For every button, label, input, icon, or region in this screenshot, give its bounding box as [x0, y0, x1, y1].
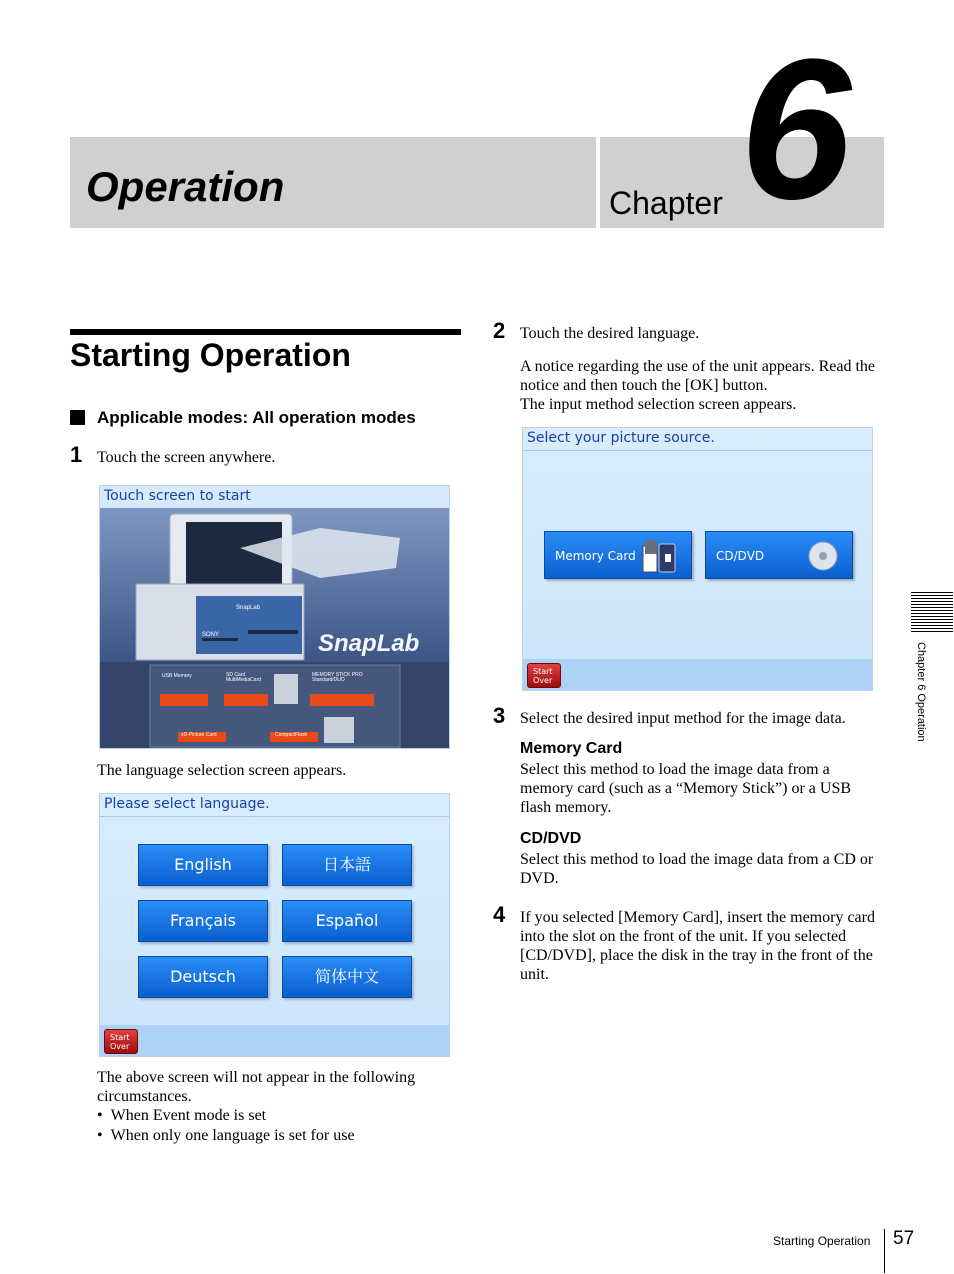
section-rule [70, 329, 461, 335]
applicable-modes: Applicable modes: All operation modes [97, 408, 416, 427]
chapter-label: Chapter [609, 185, 723, 221]
page-number: 57 [893, 1228, 915, 1249]
language-chinese-button[interactable]: 简体中文 [282, 956, 412, 998]
memory-card-button[interactable]: Memory Card [544, 531, 692, 579]
footer-divider [884, 1229, 885, 1273]
language-spanish-button[interactable]: Español [282, 900, 412, 942]
language-german-button[interactable]: Deutsch [138, 956, 268, 998]
language-french-button[interactable]: Français [138, 900, 268, 942]
chapter-title: Operation [86, 163, 285, 210]
language-japanese-button[interactable]: 日本語 [282, 844, 412, 886]
cd-dvd-button[interactable]: CD/DVD [705, 531, 853, 579]
step-text: If you selected [Memory Card], insert the memory card into the slot on the front of the unit. If you selected [CD/DVD], place the disk in the tray in the front of the unit. [520, 909, 875, 983]
bullet-item: • When only one language is set for use [97, 1127, 355, 1144]
screen-title: Select your picture source. [527, 430, 715, 446]
screen-title: Touch screen to start [104, 488, 251, 504]
footer-section: Starting Operation [773, 1234, 871, 1248]
step-text: Touch the desired language. [520, 325, 700, 342]
screen-title: Please select language. [104, 796, 270, 812]
step-number: 3 [493, 703, 506, 728]
language-english-button[interactable]: English [138, 844, 268, 886]
slot-sd: SD Card MultiMediaCard [226, 672, 262, 683]
method-heading: Memory Card [520, 740, 623, 757]
chapter-number: 6 [740, 18, 852, 241]
method-text: Select this method to load the image data from a memory card (such as a “Memory Stick”) or a USB flash memory. [520, 761, 852, 816]
section-title: Starting Operation [70, 337, 351, 373]
step2-notice: A notice regarding the use of the unit appears. Read the notice and then touch the [OK] button. [520, 358, 875, 394]
snaplab-logo: SnapLab [318, 630, 420, 657]
chapter-tab-marker [911, 592, 953, 634]
step-text: Select the desired input method for the image data. [520, 710, 846, 727]
step-number: 1 [70, 442, 83, 467]
method-heading: CD/DVD [520, 830, 582, 847]
step2-result: The input method selection screen appears. [520, 396, 797, 413]
disc-icon [808, 541, 838, 571]
chapter-tab-label: Chapter 6 Operation [915, 642, 927, 742]
step1-result: The language selection screen appears. [97, 762, 347, 779]
method-text: Select this method to load the image data from a CD or DVD. [520, 851, 874, 887]
slot-usb: USB Memory [162, 673, 192, 679]
printer-logo: SONY [202, 632, 220, 638]
step-text: Touch the screen anywhere. [97, 449, 276, 466]
square-bullet-icon [70, 410, 85, 425]
source-screen [522, 427, 873, 691]
start-over-button[interactable]: Start Over [104, 1029, 138, 1054]
slot-memory-stick: MEMORY STICK PRO Standard/DUO [312, 672, 363, 683]
printer-illustration [100, 508, 449, 748]
slot-compactflash: CompactFlash [275, 732, 308, 738]
slot-xd: xD-Picture Card [181, 732, 217, 738]
step-number: 2 [493, 318, 506, 343]
language-screen [99, 793, 450, 1057]
touch-screen-image [99, 485, 450, 749]
memory-card-icon [641, 538, 685, 574]
step-number: 4 [493, 902, 506, 927]
notes-intro: The above screen will not appear in the following circumstances. [97, 1069, 416, 1105]
printer-label: SnapLab [236, 605, 261, 611]
start-over-button[interactable]: Start Over [527, 663, 561, 688]
bullet-item: • When Event mode is set [97, 1107, 267, 1124]
